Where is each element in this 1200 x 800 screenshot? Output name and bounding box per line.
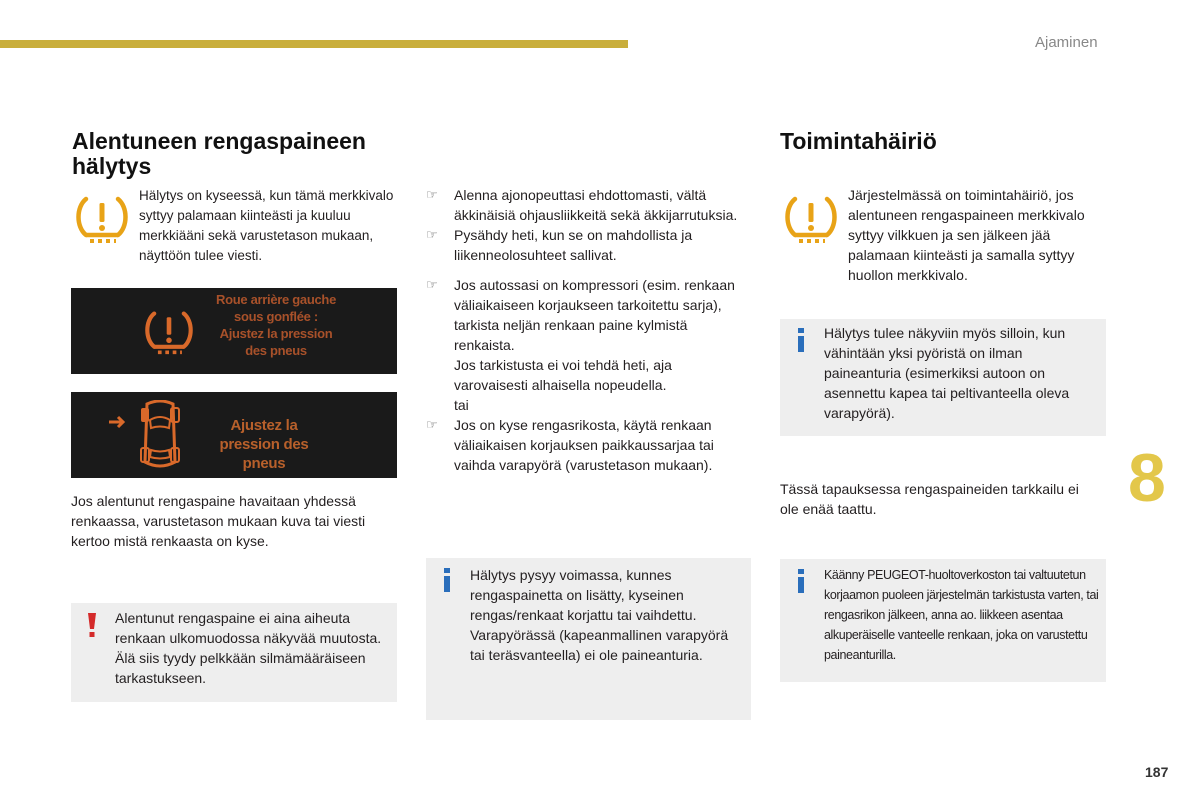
list-item: ☞ Jos autossasi on kompressori (esim. renkaan väliaikaiseen korjaukseen tarkoitettu sarja), tarkista neljän renkaan paine kylmistä renkaista. Jos tarkistusta ei voi tehdä heti, aja varovaisesti alhaisella nopeudella. tai: [426, 277, 735, 413]
display-car-text: Ajustez la pression des pneus: [219, 417, 309, 472]
pointer-bullet-icon: ☞: [426, 417, 438, 432]
tpms-fault-icon: [781, 193, 841, 250]
middle-info-note: [426, 558, 751, 720]
pointer-bullet-icon: ☞: [426, 277, 438, 292]
exclamation-icon: [87, 613, 97, 637]
cluster-display-car: [71, 392, 397, 478]
right-body-text: Tässä tapauksessa rengaspaineiden tarkkailu ei ole enää taattu.: [780, 481, 1079, 517]
alert-note: [71, 603, 397, 702]
right-info-text-2: Käänny PEUGEOT-huoltoverkoston tai valtuutetun korjaamon puoleen järjestelmän tarkistusta varten, tai rengasrikon jälkeen, anna ao. liikkeen asentaa alkuperäiselle vanteelle renkaan, joka on varustettu paineanturilla.: [824, 568, 1099, 662]
list-item: ☞ Pysähdy heti, kun se on mahdollista ja liikenneolosuhteet sallivat.: [426, 227, 693, 263]
display-tpms-icon: [141, 308, 197, 356]
right-info-note-1: [780, 319, 1106, 436]
info-icon: [796, 569, 806, 593]
right-section-title: Toimintahäiriö: [780, 128, 937, 154]
left-section-title: Alentuneen rengaspaineen hälytys: [72, 128, 366, 180]
display-car-icon: [107, 400, 197, 472]
pointer-bullet-icon: ☞: [426, 227, 438, 242]
right-info-text-1: Hälytys tulee näkyviin myös silloin, kun vähintään yksi pyöristä on ilman paineanturia (esimerkiksi autoon on asennettu kapea tai peltivanteella oleva varapyörä).: [824, 325, 1070, 421]
display-message-text: Roue arrière gauche sous gonflée : Ajustez la pression des pneus: [215, 292, 336, 358]
alert-note-text: Alentunut rengaspaine ei aina aiheuta renkaan ulkomuodossa näkyvää muutosta. Älä siis tyydy pelkkään silmämääräiseen tarkastukseen.: [115, 610, 382, 686]
cluster-display-message: [71, 288, 397, 374]
pointer-bullet-icon: ☞: [426, 187, 438, 202]
page-number: 187: [1145, 764, 1169, 780]
left-body-text: Jos alentunut rengaspaine havaitaan yhdessä renkaassa, varustetason mukaan kuva tai viesti kertoo mistä renkaasta on kyse.: [71, 493, 366, 549]
middle-info-text: Hälytys pysyy voimassa, kunnes rengaspainetta on lisätty, kyseinen rengas/renkaat korjattu tai vaihdettu. Varapyörässä (kapeanmallinen varapyörä tai teräsvanteella) ei ole paineanturia.: [470, 567, 729, 663]
header-accent-bar: [0, 40, 628, 48]
tpms-warning-icon: [72, 193, 132, 250]
right-warning-text: Järjestelmässä on toimintahäiriö, jos alentuneen rengaspaineen merkkivalo syttyy vilkkuen ja sen jälkeen jää palamaan kiinteästi ja samalla syttyy huollon merkkivalo.: [848, 187, 1085, 283]
action-list: [426, 185, 746, 475]
right-info-note-2: [780, 559, 1106, 682]
section-name: Ajaminen: [1035, 34, 1098, 51]
list-item: ☞ Alenna ajonopeuttasi ehdottomasti, vältä äkkinäisiä ohjausliikkeitä sekä äkkijarrutuksia.: [426, 187, 738, 223]
chapter-number: 8: [1128, 440, 1166, 516]
list-item: ☞ Jos on kyse rengasrikosta, käytä renkaan väliaikaisen korjauksen paikkaussarjaa tai vaihda varapyörä (varustetason mukaan).: [426, 417, 714, 473]
left-warning-text: Hälytys on kyseessä, kun tämä merkkivalo syttyy palamaan kiinteästi ja kuuluu merkkiääni sekä varustetason mukaan, näyttöön tulee viesti.: [139, 188, 394, 263]
info-icon: [796, 328, 806, 352]
info-icon: [442, 568, 452, 592]
